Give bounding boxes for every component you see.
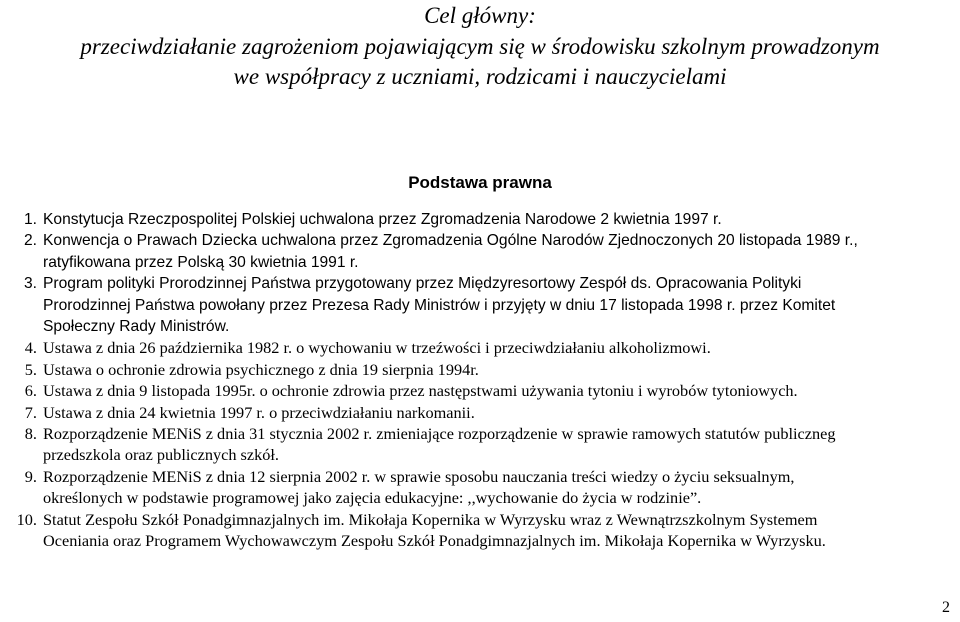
list-item-number: 10. [16,509,37,529]
list-item-number: 2. [23,232,37,250]
list-item-number: 6. [24,381,37,401]
goal-line-1: przeciwdziałanie zagrożeniom pojawiającym się w środowisku szkolnym prowadzonym [80,34,880,59]
list-item-text: Program polityki Prorodzinnej Państwa przygotowany przez Międzyresortowy Zespół ds. Opracowania Polityki [43,275,802,293]
list-item-text: przedszkola oraz publicznych szkół. [43,445,279,465]
list-item-text: Rozporządzenie MENiS z dnia 12 sierpnia 2002 r. w sprawie sposobu nauczania treści wiedzy o życiu seksualnym, [43,466,795,486]
list-item-number: 9. [24,466,37,486]
list-item-text: Rozporządzenie MENiS z dnia 31 stycznia 2002 r. zmieniające rozporządzenie w sprawie ramowych statutów publiczneg [43,424,836,444]
list-item-number: 3. [23,275,37,293]
list-item [8,337,953,358]
section-title: Podstawa prawna [408,173,552,192]
list-item-text: Ustawa o ochronie zdrowia psychicznego z dnia 19 sierpnia 1994r. [43,359,479,379]
list-item-number: 8. [24,424,37,444]
list-item-text: Prorodzinnej Państwa powołany przez Prezesa Rady Ministrów i przyjęty w dniu 17 listopada 1998 r. przez Komitet [43,296,836,314]
list-item-text: ratyfikowana przez Polską 30 kwietnia 1991 r. [43,253,359,271]
list-item-text: określonych w podstawie programowej jako zajęcia edukacyjne: ,,wychowanie do życia w rodzinie”. [43,488,702,508]
list-item [8,209,953,230]
list-item-number: 7. [24,402,37,422]
list-item [8,359,953,380]
legal-basis-list [8,209,953,552]
list-item-text: Ustawa z dnia 9 listopada 1995r. o ochronie zdrowia przez następstwami używania tytoniu i wyrobów tytoniowych. [43,381,798,401]
page-number: 2 [942,599,950,616]
list-item [8,380,953,401]
list-item [8,423,953,466]
list-item-number: 4. [24,338,37,358]
list-item-text: Statut Zespołu Szkół Ponadgimnazjalnych im. Mikołaja Kopernika w Wyrzysku wraz z Wewnątrzszkolnym Systemem [43,509,818,529]
list-item-number: 1. [23,211,37,228]
list-item-text: Społeczny Rady Ministrów. [43,318,230,336]
document-title: Cel główny: [424,3,536,28]
list-item [8,466,953,509]
list-item-text: Konwencja o Prawach Dziecka uchwalona przez Zgromadzenia Ogólne Narodów Zjednoczonych 20 listopada 1989 r., [43,232,858,250]
list-item-text: Konstytucja Rzeczpospolitej Polskiej uchwalona przez Zgromadzenia Narodowe 2 kwietnia 1997 r. [43,211,722,228]
list-item [8,509,953,552]
list-item-text: Ustawa z dnia 26 października 1982 r. o wychowaniu w trzeźwości i przeciwdziałaniu alkoholizmowi. [43,338,711,358]
list-item-number: 5. [24,359,37,379]
goal-line-2: we współpracy z uczniami, rodzicami i nauczycielami [233,64,727,89]
list-item [8,230,953,273]
list-item-text: Oceniania oraz Programem Wychowawczym Zespołu Szkół Ponadgimnazjalnych im. Mikołaja Kopernika w Wyrzysku. [43,531,826,551]
list-item [8,402,953,423]
list-item-text: Ustawa z dnia 24 kwietnia 1997 r. o przeciwdziałaniu narkomanii. [43,402,475,422]
list-item [8,273,953,337]
